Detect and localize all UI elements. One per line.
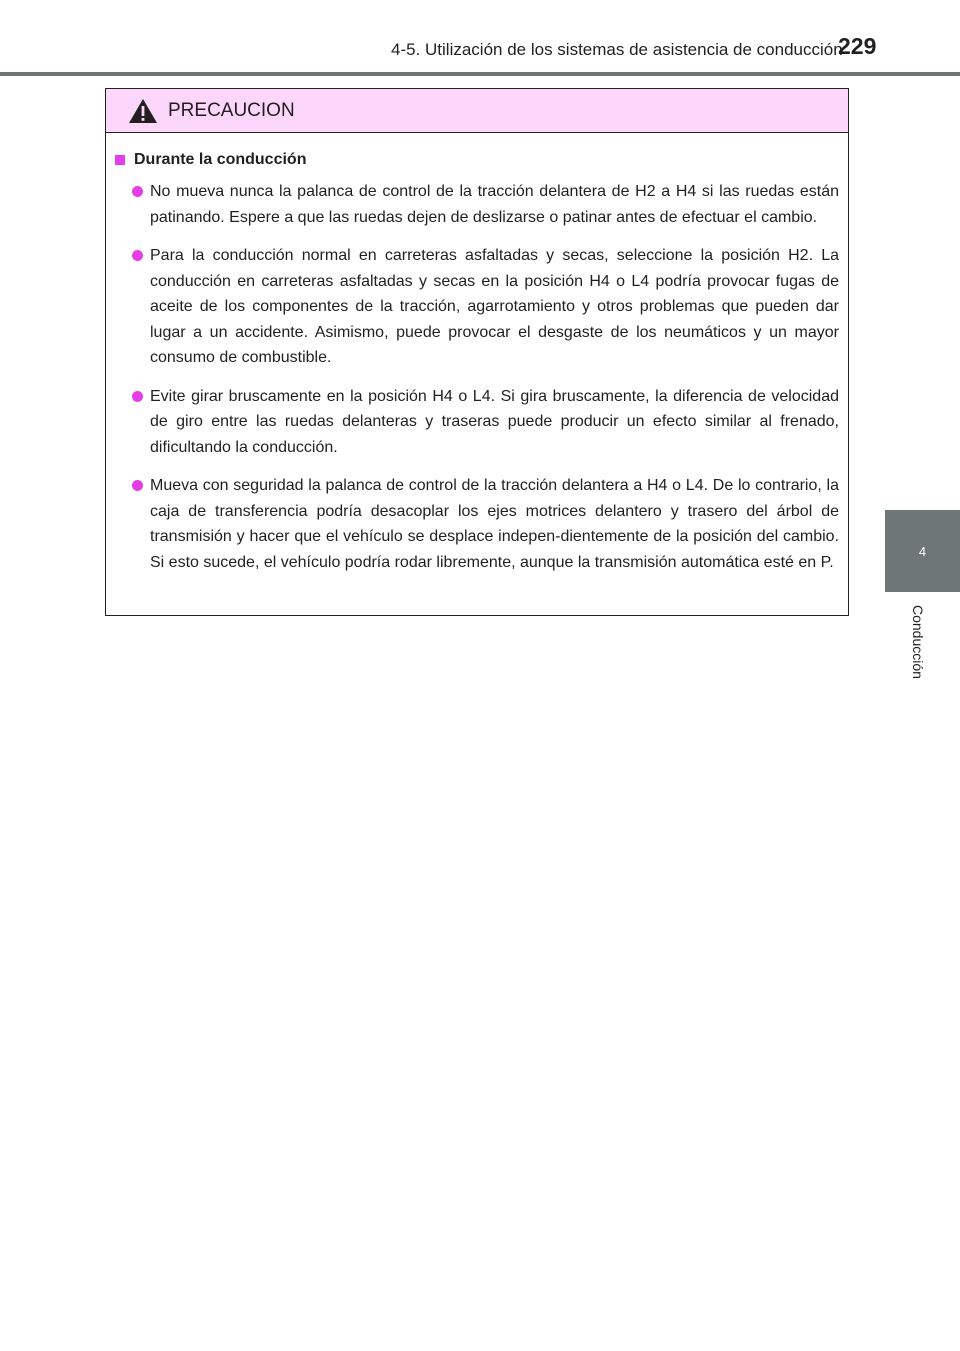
circle-bullet-icon bbox=[132, 186, 143, 197]
list-item-text: Para la conducción normal en carreteras asfaltadas y secas, seleccione la posición H2. La conducción en carreteras asfaltadas y secas en la posición H4 o L4 podría provocar fugas de aceite de los componentes de la tracción, agarrotamiento y otros problemas que pueden dar lugar a un accidente. Asimismo, puede provocar el desgaste de los neumáticos y un mayor consumo de combustible. bbox=[150, 247, 839, 366]
circle-bullet-icon bbox=[132, 480, 143, 491]
section-title: 4-5. Utilización de los sistemas de asistencia de conducción bbox=[391, 40, 843, 59]
list-item-text: Evite girar bruscamente en la posición H4 o L4. Si gira bruscamente, la diferencia de velocidad de giro entre las ruedas delanteras y traseras puede producir un efecto similar al frenado, dificultando la conducción. bbox=[150, 387, 839, 456]
list-item bbox=[115, 473, 839, 575]
list-item-text: Mueva con seguridad la palanca de control de la tracción delantera a H4 o L4. De lo contrario, la caja de transferencia podría desacoplar los ejes motrices delantero y trasero del árbol de transmisión y hacer que el vehículo se desplace indepen-dientemente de la posición del cambio. Si esto sucede, el vehículo podría rodar libremente, aunque la transmisión automática esté en P. bbox=[150, 477, 839, 571]
header-divider bbox=[0, 72, 960, 76]
caution-title: PRECAUCION bbox=[168, 100, 295, 121]
page-number: 229 bbox=[838, 33, 877, 59]
warning-triangle-icon bbox=[128, 98, 158, 124]
list-item bbox=[115, 384, 839, 461]
circle-bullet-icon bbox=[132, 250, 143, 261]
section-heading-text: Durante la conducción bbox=[134, 151, 307, 168]
list-item bbox=[115, 179, 839, 230]
caution-header bbox=[106, 89, 848, 133]
square-bullet-icon bbox=[115, 155, 125, 165]
list-item bbox=[115, 243, 839, 371]
chapter-tab[interactable] bbox=[885, 510, 960, 592]
chapter-number: 4 bbox=[918, 543, 927, 559]
caution-body bbox=[106, 133, 848, 575]
section-heading bbox=[115, 147, 839, 173]
chapter-label: Conducción bbox=[910, 605, 926, 679]
list-item-text: No mueva nunca la palanca de control de la tracción delantera de H2 a H4 si las ruedas están patinando. Espere a que las ruedas dejen de deslizarse o patinar antes de efectuar el cambio. bbox=[150, 183, 839, 226]
caution-box bbox=[105, 88, 849, 616]
circle-bullet-icon bbox=[132, 391, 143, 402]
